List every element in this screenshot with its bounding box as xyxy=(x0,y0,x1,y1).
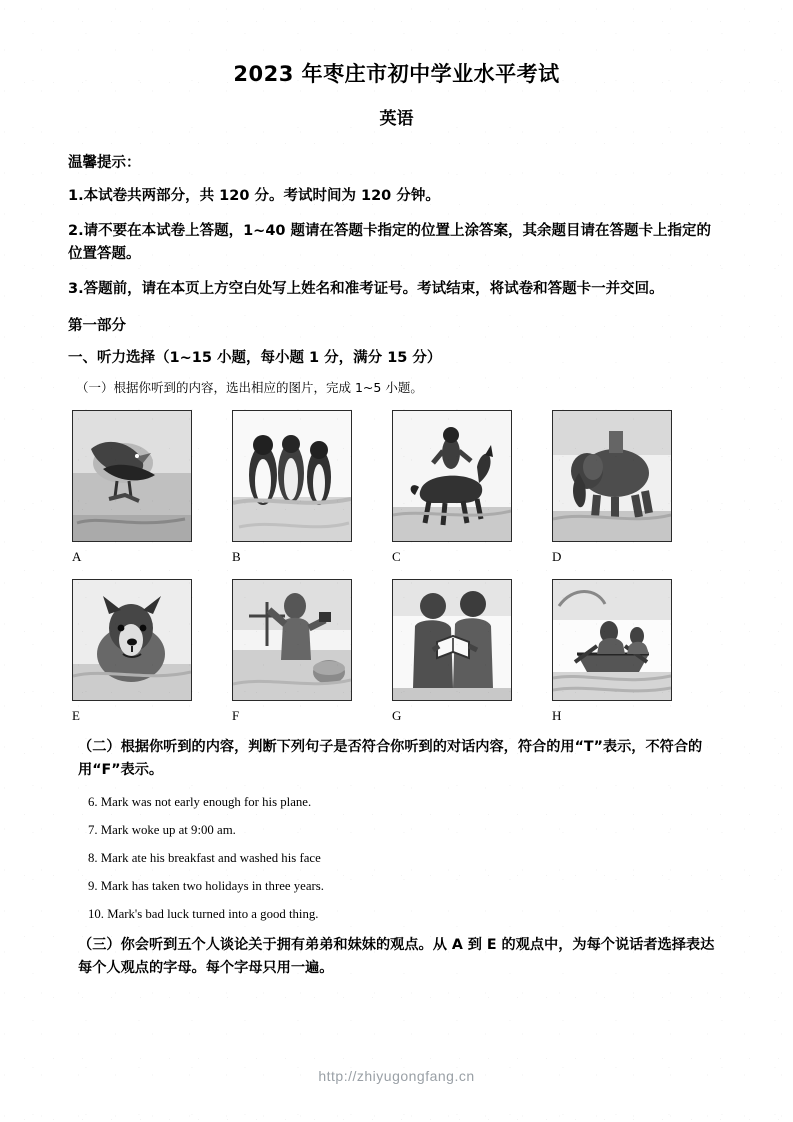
statement-item-10: 10. Mark's bad luck turned into a good thing. xyxy=(88,907,319,922)
reading-book-icon xyxy=(393,580,511,700)
notice-item-2: 2.请不要在本试卷上答题，1~40 题请在答题卡指定的位置上涂答案，其余题目请在答题卡上指定的位置答题。 xyxy=(68,223,712,262)
notice-heading: 温馨提示： xyxy=(68,155,141,171)
penguins-photo xyxy=(232,410,352,542)
eagle-bird-photo xyxy=(72,410,192,542)
picture-label-c: C xyxy=(392,548,401,564)
page-title: 2023 年枣庄市初中学业水平考试 xyxy=(233,62,560,86)
picture-label-d: D xyxy=(552,548,562,564)
notice-item-1: 1.本试卷共两部分，共 120 分。考试时间为 120 分钟。 xyxy=(68,188,440,204)
dog-icon xyxy=(73,580,191,700)
man-painting-wall-photo xyxy=(232,579,352,701)
painting-wall-icon xyxy=(233,580,351,700)
elephant-photo xyxy=(552,410,672,542)
section-heading-listening: 一、听力选择（1~15 小题，每小题 1 分，满分 15 分） xyxy=(68,349,442,366)
picture-option-e xyxy=(72,579,222,724)
subsection-three-instruction: （三）你会听到五个人谈论关于拥有弟弟和妹妹的观点。从 A 到 E 的观点中，为每个说话者选择表达每个人观点的字母。每个字母只用一遍。 xyxy=(78,937,715,977)
statement-item-8: 8. Mark ate his breakfast and washed his face xyxy=(88,851,321,866)
part-label: 第一部分 xyxy=(68,317,126,334)
picture-option-d xyxy=(552,410,702,565)
subsection-one-instruction: （一）根据你听到的内容，选出相应的图片，完成 1~5 小题。 xyxy=(76,379,423,395)
picture-label-e: E xyxy=(72,707,80,723)
person-riding-horse-photo xyxy=(392,410,512,542)
page-content xyxy=(68,0,725,980)
notice-item-3: 3.答题前，请在本页上方空白处写上姓名和准考证号。考试结束，将试卷和答题卡一并交回。 xyxy=(68,281,664,298)
elephant-icon xyxy=(553,411,671,541)
watermark: http://zhiyugongfang.cn xyxy=(318,1068,475,1084)
eagle-bird-icon xyxy=(73,411,191,541)
statement-item-9: 9. Mark has taken two holidays in three years. xyxy=(88,879,324,894)
picture-option-g xyxy=(392,579,542,724)
statement-list xyxy=(68,795,725,922)
picture-label-g: G xyxy=(392,707,402,723)
picture-label-f: F xyxy=(232,707,240,723)
horse-rider-icon xyxy=(393,411,511,541)
picture-option-b xyxy=(232,410,382,565)
picture-option-c xyxy=(392,410,542,565)
picture-label-a: A xyxy=(72,548,82,564)
picture-option-h xyxy=(552,579,702,724)
picture-label-b: B xyxy=(232,548,241,564)
picture-option-f xyxy=(232,579,382,724)
boat-rowing-icon xyxy=(553,580,671,700)
picture-row-1 xyxy=(68,410,725,565)
statement-item-6: 6. Mark was not early enough for his plane. xyxy=(88,795,312,810)
two-boys-reading-book-photo xyxy=(392,579,512,701)
subsection-two-instruction: （二）根据你听到的内容，判断下列句子是否符合你听到的对话内容，符合的用“T”表示，不符合的用“F”表示。 xyxy=(78,738,703,778)
statement-item-7: 7. Mark woke up at 9:00 am. xyxy=(88,823,236,838)
picture-row-2 xyxy=(68,579,725,724)
picture-option-a xyxy=(72,410,222,565)
penguins-icon xyxy=(233,411,351,541)
dog-collie-photo xyxy=(72,579,192,701)
subject-title: 英语 xyxy=(379,109,414,129)
boat-rowing-photo xyxy=(552,579,672,701)
picture-label-h: H xyxy=(552,707,562,723)
